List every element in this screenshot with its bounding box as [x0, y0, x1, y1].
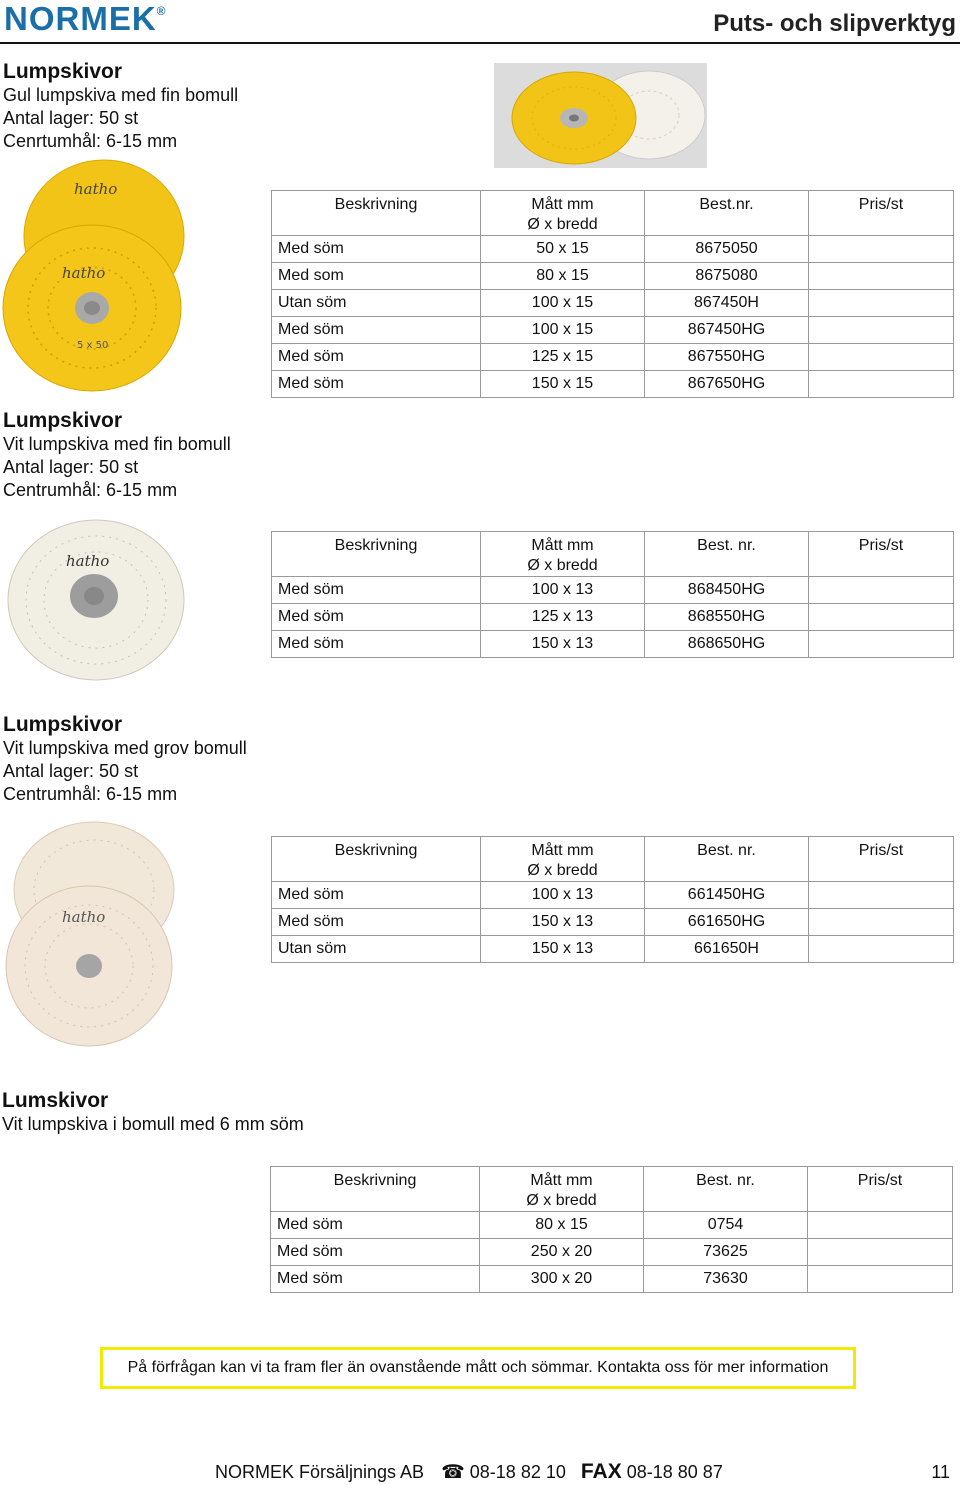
product-photo-white-disc	[4, 518, 186, 684]
normek-logo: NORMEK®	[4, 0, 167, 37]
footer-phone: 08-18 82 10	[469, 1462, 566, 1482]
table-row: Med söm 100 x 13 868450HG	[272, 577, 954, 604]
col-header: Mått mm Ø x bredd	[480, 1167, 644, 1212]
section-line: Antal lager: 50 st	[3, 457, 139, 477]
disc-brand-label: hatho	[62, 908, 106, 926]
table-row: Utan söm 100 x 15 867450H	[272, 290, 954, 317]
table-row: Med söm 100 x 15 867450HG	[272, 317, 954, 344]
product-table-4	[270, 1166, 953, 1293]
section-line: Vit lumpskiva med fin bomull	[3, 434, 231, 454]
section-line: Gul lumpskiva med fin bomull	[3, 85, 239, 105]
section-line: Antal lager: 50 st	[3, 761, 139, 781]
table-row: Med söm 125 x 13 868550HG	[272, 604, 954, 631]
table-row: Med söm 100 x 13 661450HG	[272, 882, 954, 909]
table-header-row	[272, 191, 954, 236]
table-row: Med söm 250 x 20 73625	[271, 1239, 953, 1266]
section-line: Vit lumpskiva med grov bomull	[3, 738, 247, 758]
section-1-text	[3, 60, 238, 153]
col-header: Mått mm Ø x bredd	[481, 532, 645, 577]
product-table-3	[271, 836, 954, 963]
notice-box: På förfrågan kan vi ta fram fler än ovanstående mått och sömmar. Kontakta oss för mer information	[100, 1347, 856, 1389]
table-header-row	[271, 1167, 953, 1212]
col-header: Best. nr.	[644, 1167, 808, 1212]
table-row: Med söm 50 x 15 8675050	[272, 236, 954, 263]
section-title: Lumpskivor	[3, 713, 123, 736]
footer-company: NORMEK Försäljnings AB	[215, 1462, 425, 1482]
disc-brand-label: hatho	[66, 552, 110, 570]
section-title: Lumpskivor	[3, 409, 123, 432]
footer-fax: 08-18 80 87	[626, 1462, 723, 1482]
disc-size-label: 5 x 50	[77, 340, 109, 351]
col-header: Best. nr.	[645, 532, 809, 577]
disc-brand-label: hatho	[74, 180, 118, 198]
col-header: Pris/st	[808, 1167, 953, 1212]
section-line: Cenrtumhål: 6-15 mm	[3, 131, 178, 151]
col-header: Mått mm Ø x bredd	[481, 837, 645, 882]
table-header-row	[272, 532, 954, 577]
col-header: Beskrivning	[272, 532, 481, 577]
section-4-text	[2, 1089, 304, 1136]
header-divider	[0, 42, 960, 44]
col-header: Beskrivning	[272, 191, 481, 236]
product-table-2	[271, 531, 954, 658]
table-header-row	[272, 837, 954, 882]
table-row: Med söm 125 x 15 867550HG	[272, 344, 954, 371]
page-number: 11	[931, 1462, 950, 1482]
table-row: Utan söm 150 x 13 661650H	[272, 936, 954, 963]
product-photo-yellow-discs	[2, 158, 187, 393]
col-header: Best. nr.	[645, 837, 809, 882]
table-row: Med söm 300 x 20 73630	[271, 1266, 953, 1293]
product-photo-yellow-white-discs	[494, 63, 707, 168]
table-row: Med som 80 x 15 8675080	[272, 263, 954, 290]
table-row: Med söm 150 x 13 868650HG	[272, 631, 954, 658]
section-title: Lumpskivor	[3, 60, 123, 83]
table-row: Med söm 150 x 13 661650HG	[272, 909, 954, 936]
footer-contact	[215, 1460, 723, 1484]
col-header: Mått mm Ø x bredd	[481, 191, 645, 236]
disc-brand-label: hatho	[62, 264, 106, 282]
section-line: Vit lumpskiva i bomull med 6 mm söm	[2, 1114, 304, 1134]
table-row: Med söm 80 x 15 0754	[271, 1212, 953, 1239]
phone-icon: ☎	[441, 1462, 465, 1483]
footer-fax-label: FAX	[580, 1460, 622, 1483]
page-title: Puts- och slipverktyg	[713, 10, 956, 37]
table-row: Med söm 150 x 15 867650HG	[272, 371, 954, 398]
col-header: Beskrivning	[272, 837, 481, 882]
col-header: Pris/st	[809, 837, 954, 882]
section-2-text	[3, 409, 231, 502]
section-line: Centrumhål: 6-15 mm	[3, 480, 178, 500]
section-line: Antal lager: 50 st	[3, 108, 139, 128]
section-title: Lumskivor	[2, 1089, 109, 1112]
col-header: Beskrivning	[271, 1167, 480, 1212]
col-header: Pris/st	[809, 191, 954, 236]
product-table-1	[271, 190, 954, 398]
section-3-text	[3, 713, 247, 806]
col-header: Best.nr.	[645, 191, 809, 236]
product-photo-beige-discs	[4, 818, 176, 1050]
col-header: Pris/st	[809, 532, 954, 577]
section-line: Centrumhål: 6-15 mm	[3, 784, 178, 804]
